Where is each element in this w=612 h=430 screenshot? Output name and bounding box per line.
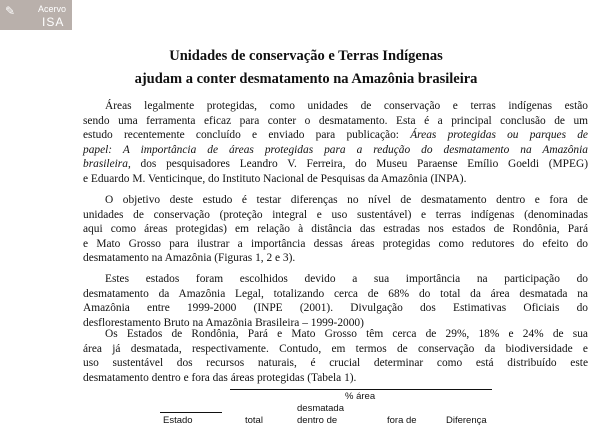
text-run: estudo recentemente concluído e enviado para publicação:	[83, 129, 411, 142]
paragraph-line	[83, 208, 588, 223]
paragraph-line	[83, 114, 588, 129]
paragraph-line	[83, 251, 588, 266]
text-run: O objetivo deste estudo é testar diferenças no nível de desmatamento dentro e fora de	[105, 194, 588, 206]
italic-text: papel: A importância de áreas protegidas para a redução do desmatamento na Amazônia	[83, 143, 588, 156]
paragraph-3	[83, 272, 588, 330]
paragraph-line	[83, 157, 588, 172]
table-top-rule	[230, 389, 492, 390]
title-line-1: Unidades de conservação e Terras Indígenas	[169, 48, 443, 64]
text-run: , dos pesquisadores Leandro V. Ferreira, do Museu Paraense Emílio Goeldi (MPEG)	[127, 158, 588, 171]
paragraph-line	[83, 237, 588, 252]
paragraph-2	[83, 193, 588, 266]
text-run: e Mato Grosso para ilustrar a importância dessas áreas protegidas como redutores do efeito do	[83, 237, 588, 250]
text-run: desmatamento na Amazônia (Figuras 1, 2 e 3).	[83, 252, 296, 265]
text-run: aqui como áreas protegidas) em relação à distância das estradas nos estados de Rondônia, Pará	[83, 223, 588, 236]
text-run: área já desmatada, respectivamente. Contudo, em termos de conservação da biodiversidade e	[83, 342, 588, 355]
paragraph-line	[83, 128, 588, 143]
italic-text: brasileira	[83, 158, 128, 171]
column-header-dentro: dentro de	[297, 415, 338, 426]
text-run: desmatamento dentro e fora das áreas protegidas (Tabela 1).	[83, 371, 357, 384]
text-run: uso sustentável dos recursos naturais, é crucial determinar como está distribuído este	[83, 357, 588, 370]
title-line-2: ajudam a conter desmatamento na Amazônia brasileira	[134, 71, 478, 87]
column-header-fora: fora de	[387, 415, 417, 426]
text-run: Áreas legalmente protegidas, como unidades de conservação e terras indígenas estão	[105, 100, 588, 112]
text-run: sendo uma ferramenta eficaz para conter o desmatamento. Esta é a principal conclusão de um	[83, 114, 588, 127]
paragraph-line	[83, 287, 588, 302]
paragraph-line	[83, 356, 588, 371]
paragraph-1	[83, 99, 588, 187]
table-left-rule	[160, 412, 222, 413]
text-run: Estes estados foram escolhidos devido a sua importância na participação do	[105, 273, 588, 285]
column-header-total: total	[245, 415, 263, 426]
paragraph-4	[83, 327, 588, 385]
paragraph-line	[83, 272, 588, 287]
paragraph-line	[83, 172, 588, 187]
header-desmatada: desmatada	[297, 403, 345, 414]
text-run: e Eduardo M. Venticinque, do Instituto Nacional de Pesquisas da Amazônia (INPA).	[83, 172, 467, 185]
logo-isa-text: ISA	[42, 15, 65, 29]
header-pct-area: % área	[345, 391, 376, 402]
text-run: Os Estados de Rondônia, Pará e Mato Grosso têm cerca de 29%, 18% e 24% de sua	[105, 328, 588, 340]
paragraph-line	[83, 193, 588, 208]
paragraph-line	[83, 99, 588, 114]
column-header-estado: Estado	[163, 415, 193, 426]
paragraph-line	[83, 371, 588, 386]
acervo-isa-logo	[0, 0, 72, 30]
paragraph-line	[83, 143, 588, 158]
pen-icon: ✎	[5, 4, 16, 18]
paragraph-line	[83, 342, 588, 357]
text-run: desflorestamento Bruto na Amazônia Brasileira – 1999-2000)	[83, 316, 364, 329]
paragraph-line	[83, 301, 588, 316]
paragraph-line	[83, 222, 588, 237]
paragraph-line	[83, 327, 588, 342]
text-run: unidades de conservação (proteção integral e uso sustentável) e terras indígenas (denominadas	[83, 208, 588, 221]
logo-acervo-text: Acervo	[38, 4, 67, 14]
text-run: Amazônia entre 1999-2000 (INPE (2001). Divulgação dos Estimativas Oficiais do	[83, 302, 588, 315]
italic-text: Áreas protegidas ou parques de	[410, 129, 588, 142]
column-header-diferenca: Diferença	[446, 415, 487, 426]
text-run: desmatamento da Amazônia Legal, totalizando cerca de 68% do total da área desmatada na	[83, 287, 588, 300]
